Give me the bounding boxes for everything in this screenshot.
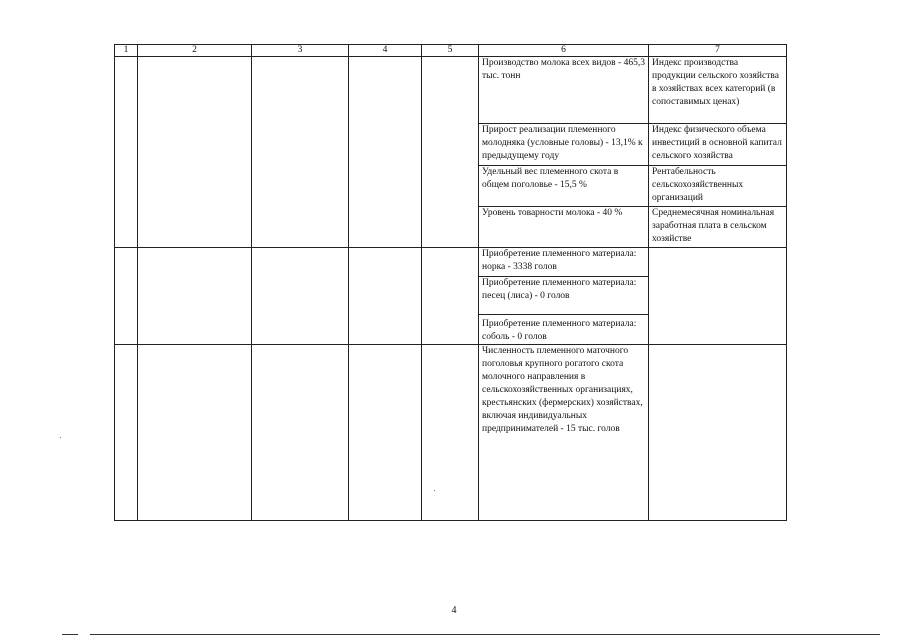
indicator-cell [479, 124, 649, 166]
indicator-text: Производство молока всех видов - 465,3 тыс. тонн [482, 58, 645, 81]
indicator-cell [479, 166, 649, 207]
empty-cell-col3 [252, 57, 349, 248]
empty-cell-col3 [252, 345, 349, 521]
indicator-text: Уровень товарности молока - 40 % [482, 208, 623, 218]
scan-speck [434, 490, 435, 491]
indicator-text: Приобретение племенного материала: норка - 3338 голов [482, 249, 637, 272]
indicator-cell [479, 207, 649, 248]
indicator-cell [479, 248, 649, 277]
table-row [115, 345, 787, 521]
empty-cell-col4 [349, 248, 422, 345]
target-indicator-text: Индекс производства продукции сельского хозяйства в хозяйствах всех категорий (в сопоставимых ценах) [652, 58, 779, 107]
table-row [115, 57, 787, 124]
indicator-text: Прирост реализации племенного молодняка (условные головы) - 13,1% к предыдущему году [482, 125, 643, 161]
column-header-6: 6 [479, 45, 649, 57]
scan-speck [60, 437, 61, 438]
indicator-cell [479, 315, 649, 345]
column-header-3: 3 [252, 45, 349, 57]
empty-cell-col4 [349, 345, 422, 521]
table-row [115, 248, 787, 277]
column-header-7: 7 [649, 45, 787, 57]
indicator-cell [479, 57, 649, 124]
empty-cell-col7 [649, 345, 787, 521]
empty-cell-col4 [349, 57, 422, 248]
target-indicator-cell [649, 166, 787, 207]
column-header-5: 5 [422, 45, 479, 57]
column-header-4: 4 [349, 45, 422, 57]
column-header-2: 2 [138, 45, 252, 57]
page-number: 4 [451, 605, 457, 616]
indicator-text: Приобретение племенного материала: соболь - 0 голов [482, 319, 637, 342]
header-row [115, 45, 787, 57]
footer-rule-left [62, 634, 78, 635]
target-indicator-cell [649, 124, 787, 166]
empty-cell-col3 [252, 248, 349, 345]
indicator-text: Удельный вес племенного скота в общем поголовье - 15,5 % [482, 167, 619, 190]
column-header-1: 1 [115, 45, 138, 57]
target-indicator-text: Индекс физического объема инвестиций в основной капитал сельского хозяйства [652, 125, 782, 161]
footer-rule [90, 634, 880, 635]
empty-cell-col2 [138, 248, 252, 345]
indicators-table [114, 44, 787, 521]
empty-cell-col5 [422, 248, 479, 345]
target-indicator-cell [649, 57, 787, 124]
empty-cell-col5 [422, 57, 479, 248]
empty-cell-col5 [422, 345, 479, 521]
indicator-text: Численность племенного маточного поголовья крупного рогатого скота молочного направления в сельскохозяйственных организациях, крестьянских (фермерских) хозяйствах, включая индивидуальных предпринимателей - 15 тыс. голов [482, 346, 643, 434]
indicator-text: Приобретение племенного материала: песец (лиса) - 0 голов [482, 278, 637, 301]
empty-cell-col2 [138, 57, 252, 248]
empty-cell-col1 [115, 345, 138, 521]
empty-cell-col1 [115, 57, 138, 248]
empty-cell-col2 [138, 345, 252, 521]
indicator-cell [479, 345, 649, 521]
empty-cell-col7 [649, 248, 787, 345]
target-indicator-text: Среднемесячная номинальная заработная плата в сельском хозяйстве [652, 208, 775, 244]
target-indicator-cell [649, 207, 787, 248]
empty-cell-col1 [115, 248, 138, 345]
target-indicator-text: Рентабельность сельскохозяйственных организаций [652, 167, 744, 203]
indicator-cell [479, 277, 649, 315]
